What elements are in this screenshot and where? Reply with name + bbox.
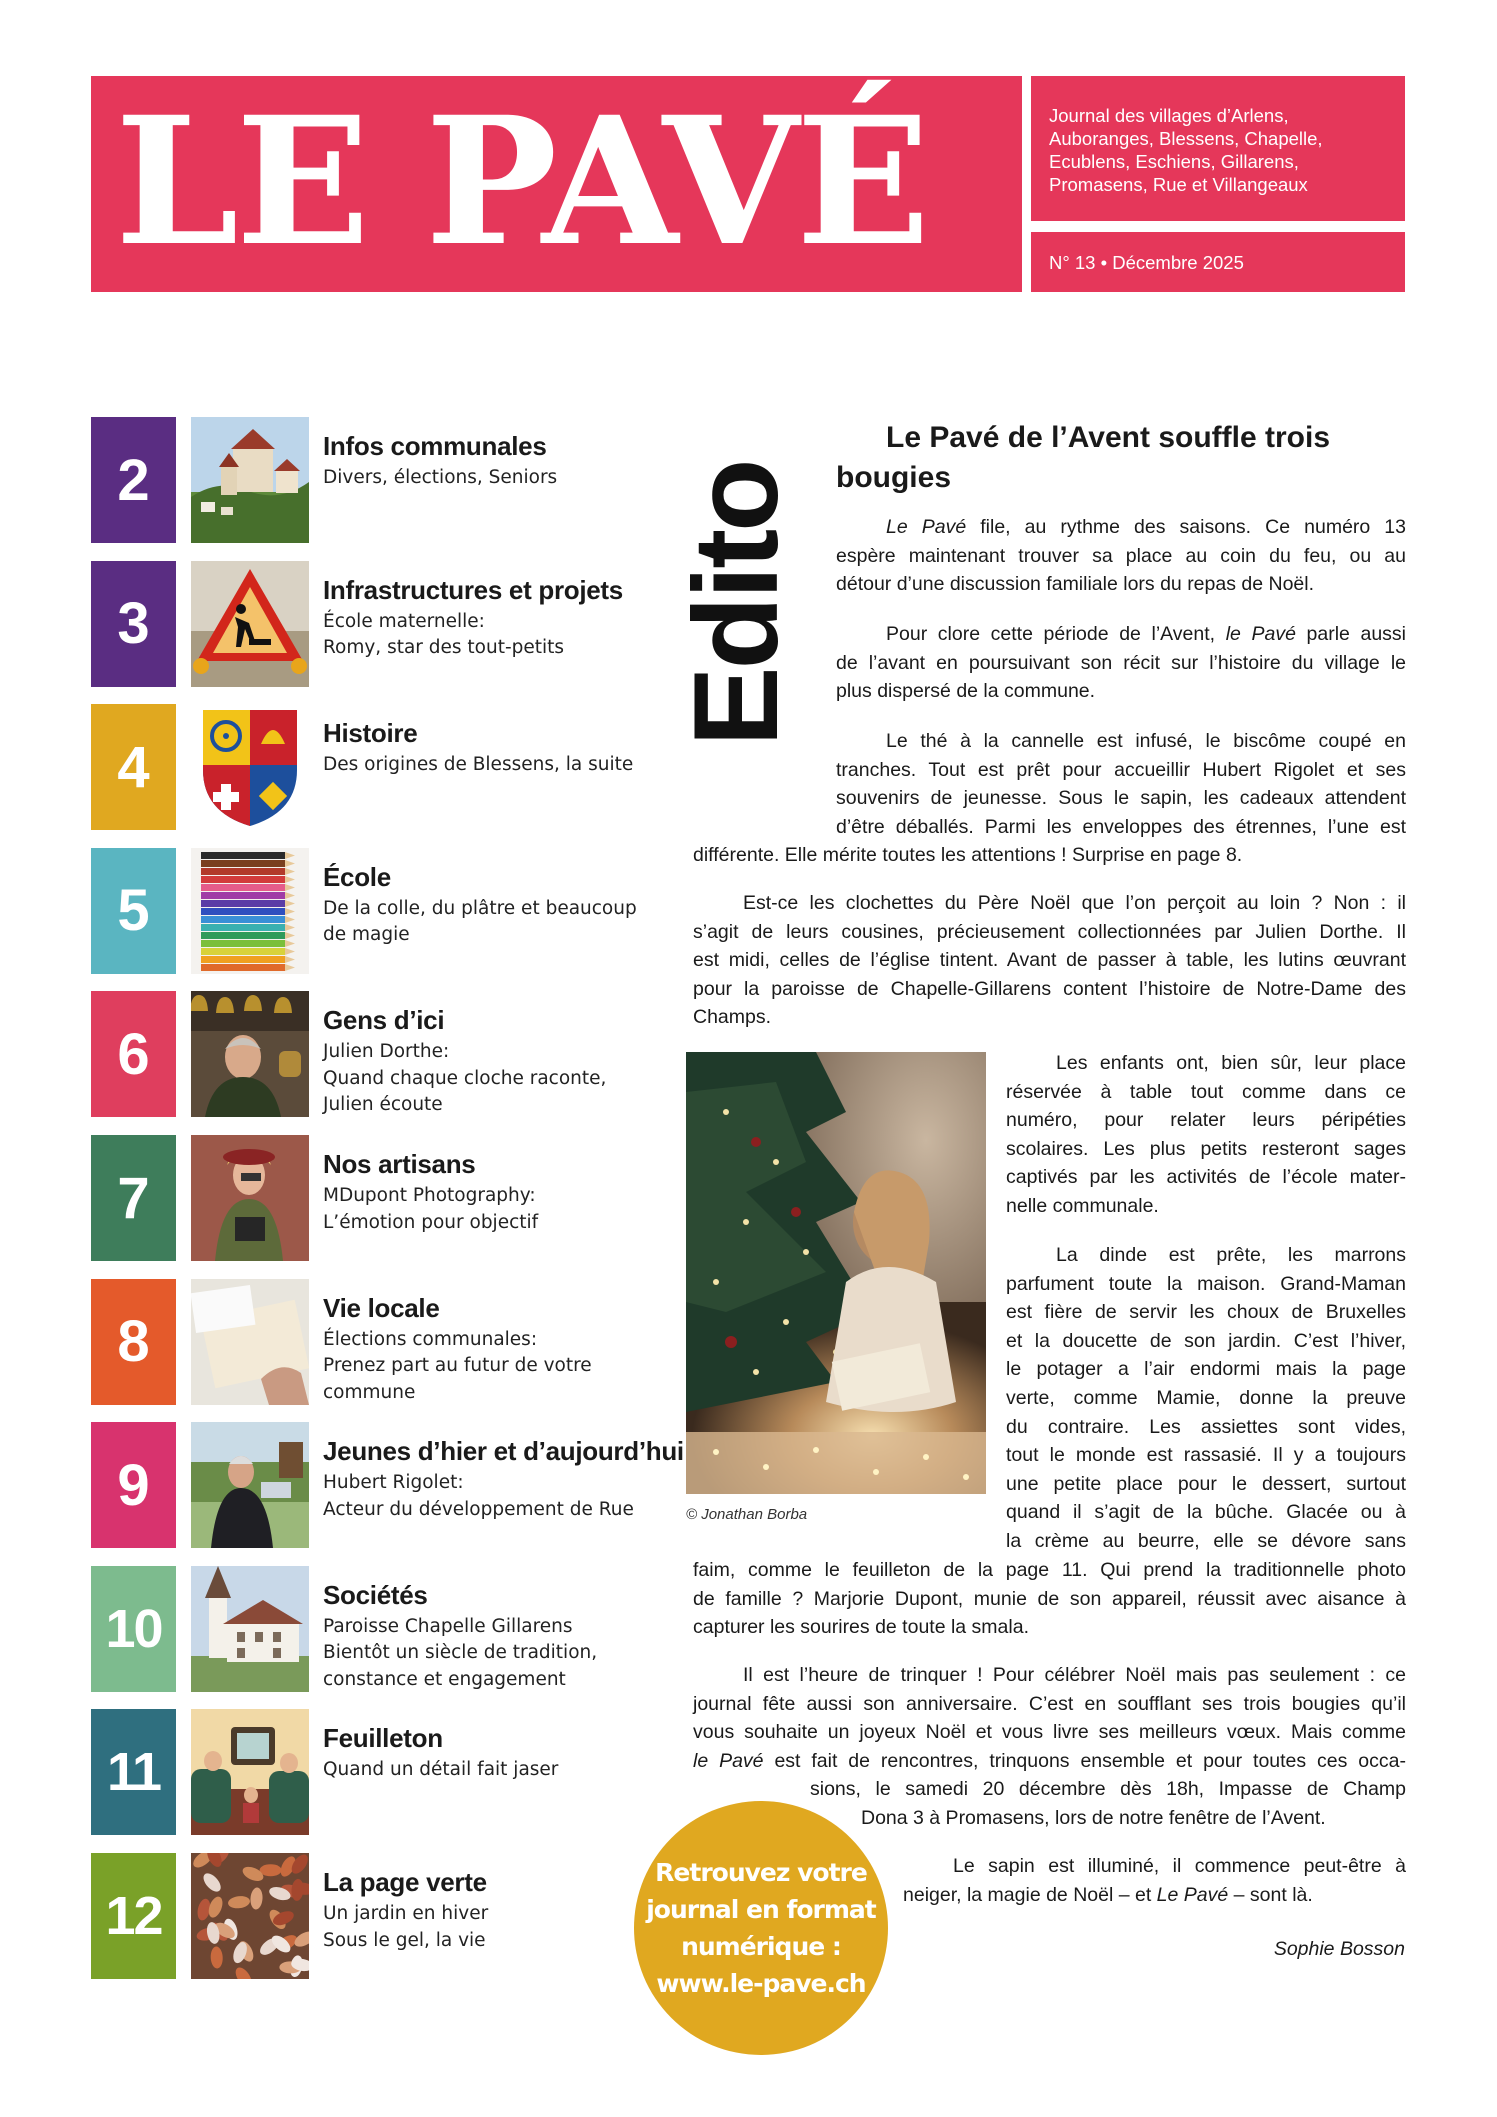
text-line: souvenirs de jeunesse. Sous le sapin, les cadeaux attendent xyxy=(836,787,1406,810)
text-line: espère maintenant trouver sa place au coin du feu, ou au xyxy=(836,544,1406,567)
toc-description-line: Acteur du développement de Rue xyxy=(323,1498,634,1520)
frozen-leaves-photo xyxy=(191,1853,309,1979)
text-line: Le Pavé file, au rythme des saisons. Ce numéro 13 xyxy=(886,516,1406,538)
text-line: de famille ? Marjorie Dupont, munie de son appareil, réussit avec aisance à xyxy=(693,1587,1406,1610)
toc-description-line: Bientôt un siècle de tradition, xyxy=(323,1642,598,1664)
edito-paragraph-6 xyxy=(1006,1241,1406,1556)
toc-item[interactable] xyxy=(91,848,661,974)
edito-title-line: Le Pavé de l’Avent souffle trois xyxy=(886,421,1331,454)
text-line: et la doucette de son jardin. C’est l’hiver, xyxy=(1006,1329,1406,1352)
promo-line: Retrouvez votre xyxy=(655,1858,867,1887)
edito-paragraph-2 xyxy=(836,620,1406,706)
colored-pencils-photo xyxy=(191,848,309,974)
text-line: plus dispersé de la commune. xyxy=(836,680,1096,703)
vintage-family-tv-illustration xyxy=(191,1709,309,1835)
toc-description-line: Romy, star des tout-petits xyxy=(323,637,565,659)
edito-label xyxy=(666,424,806,784)
edito-title-line: bougies xyxy=(836,461,952,494)
toc-item[interactable] xyxy=(91,1566,661,1692)
toc-item[interactable] xyxy=(91,561,661,687)
text-line: sions, le samedi 20 décembre dès 18h, Impasse de Champ xyxy=(810,1778,1406,1800)
promo-line: numérique : xyxy=(681,1932,841,1961)
toc-description-line: Julien écoute xyxy=(323,1094,443,1116)
text-line: parfument toute la maison. Grand-Maman xyxy=(1006,1272,1406,1295)
website-link[interactable]: www.le-pave.ch xyxy=(656,1969,866,1998)
photo-credit: © Jonathan Borba xyxy=(686,1506,808,1523)
page-number-badge: 12 xyxy=(91,1853,176,1979)
edito-title xyxy=(836,418,1406,498)
text-line: la crème au beurre, elle se dévore sans xyxy=(1006,1529,1406,1552)
toc-item[interactable] xyxy=(91,1279,661,1405)
page-number-badge: 4 xyxy=(91,704,176,830)
toc-title[interactable]: Histoire xyxy=(323,718,418,749)
edito-paragraph-5 xyxy=(1006,1049,1406,1221)
website-promo-badge[interactable] xyxy=(634,1801,888,2055)
text-line: différente. Elle mérite toutes les attentions ! Surprise en page 8. xyxy=(693,844,1243,866)
toc-title[interactable]: Jeunes d’hier et d’aujourd’hui xyxy=(323,1436,684,1467)
text-line: Champs. xyxy=(693,1006,772,1029)
subtitle-line: Promasens, Rue et Villangeaux xyxy=(1049,174,1308,195)
text-line: journal fête aussi son anniversaire. C’est en soufflant ses trois bougies qu’il xyxy=(693,1692,1406,1715)
text-line: de l’avant en poursuivant son récit sur l’histoire du village le xyxy=(836,651,1406,674)
page-number-badge: 11 xyxy=(91,1709,176,1835)
edito-paragraph-7 xyxy=(693,1661,1406,1775)
text-line: détour d’une discussion familiale lors du repas de Noël. xyxy=(836,573,1315,596)
toc-description-line: Élections communales: xyxy=(323,1328,538,1350)
issue-number: N° 13 • Décembre 2025 xyxy=(1049,252,1244,273)
toc-description xyxy=(323,896,663,949)
toc-title[interactable]: Nos artisans xyxy=(323,1149,476,1179)
toc-item[interactable] xyxy=(91,417,661,543)
text-line: Est-ce les clochettes du Père Noël que l’on perçoit au loin ? Non : il xyxy=(743,892,1406,914)
text-line: réservée à table tout comme dans ce xyxy=(1006,1080,1406,1103)
text-line: Le thé à la cannelle est infusé, le biscôme coupé en xyxy=(886,730,1406,752)
text-line: nelle communale. xyxy=(1006,1194,1159,1217)
coat-of-arms xyxy=(191,704,309,830)
toc-description-line: Prenez part au futur de votre xyxy=(323,1355,592,1377)
toc-title[interactable]: Infrastructures et projets xyxy=(323,574,623,605)
toc-description-line: constance et engagement xyxy=(323,1668,566,1690)
page-number-badge: 7 xyxy=(91,1135,176,1261)
edito-paragraph-6-end xyxy=(693,1556,1406,1642)
man-bells-photo xyxy=(191,991,309,1117)
toc-description xyxy=(323,1327,663,1407)
edito-paragraph-7-wrap xyxy=(810,1775,1406,1804)
toc-description xyxy=(323,1039,663,1119)
edito-paragraph-1 xyxy=(836,513,1406,599)
text-line: tranches. Tout est prêt pour accueillir Hubert Rigolet et ses xyxy=(836,758,1406,781)
masthead-banner xyxy=(91,76,1022,292)
text-line: pour la paroisse de Chapelle-Gillarens content l’histoire de Notre-Dame des xyxy=(693,977,1406,1000)
subtitle-line: Ecublens, Eschiens, Gillarens, xyxy=(1049,151,1299,172)
toc-description-line: commune xyxy=(323,1381,416,1403)
text-line: le potager a l’air endormi mais la page xyxy=(1006,1358,1406,1381)
toc-description-line: Hubert Rigolet: xyxy=(323,1472,464,1494)
toc-description-line: De la colle, du plâtre et beaucoup xyxy=(323,897,637,919)
castle-photo xyxy=(191,417,309,543)
edito-paragraph-3 xyxy=(836,727,1406,841)
text-line: tout le monde est rassasié. Il y a toujours xyxy=(1006,1444,1406,1467)
toc-item[interactable] xyxy=(91,1853,661,1979)
toc-title[interactable]: Vie locale xyxy=(323,1292,440,1323)
text-line: capturer les sourires de toute la smala. xyxy=(693,1616,1029,1639)
text-line: le Pavé est fait de rencontres, trinquons ensemble et pour toutes ces occa- xyxy=(693,1749,1406,1772)
text-line: La dinde est prête, les marrons xyxy=(1056,1244,1406,1266)
page-number-badge: 10 xyxy=(91,1566,176,1692)
text-line: Il est l’heure de trinquer ! Pour célébrer Noël mais pas seulement : ce xyxy=(743,1664,1406,1686)
toc-description xyxy=(323,465,663,492)
edito-paragraph-4 xyxy=(693,889,1406,1032)
toc-description xyxy=(323,1614,663,1694)
text-line: est midi, celles de l’église tintent. Avant de passer à table, les lutins œuvrant xyxy=(693,949,1406,972)
toc-description-line: Sous le gel, la vie xyxy=(323,1929,486,1951)
toc-description-line: de magie xyxy=(323,924,410,946)
text-line: verte, comme Mamie, donne la preuve xyxy=(1006,1386,1406,1409)
child-christmas-tree-photo xyxy=(686,1052,986,1494)
text-line: faim, comme le feuilleton de la page 11. Qui prend la traditionnelle photo xyxy=(693,1559,1406,1581)
text-line: quand il s’agit de la bûche. Glacée ou à xyxy=(1006,1501,1406,1524)
toc-description xyxy=(323,609,663,662)
toc-title[interactable]: Sociétés xyxy=(323,1579,428,1610)
toc-item[interactable] xyxy=(91,1709,661,1835)
toc-description xyxy=(323,1757,663,1784)
toc-title[interactable]: Infos communales xyxy=(323,431,547,461)
toc-description xyxy=(323,1901,663,1954)
subtitle-line: Auboranges, Blessens, Chapelle, xyxy=(1049,128,1323,149)
toc-item[interactable] xyxy=(91,704,661,830)
toc-description-line: Des origines de Blessens, la suite xyxy=(323,754,634,776)
toc-description-line: Paroisse Chapelle Gillarens xyxy=(323,1615,573,1637)
toc-title[interactable]: Feuilleton xyxy=(323,1723,443,1754)
toc-description-line: MDupont Photography: xyxy=(323,1185,536,1206)
toc-description-line: Julien Dorthe: xyxy=(323,1041,450,1063)
toc-description xyxy=(323,1470,663,1523)
edito-label-text: Edito xyxy=(669,461,803,747)
subtitle-line: Journal des villages d’Arlens, xyxy=(1049,105,1289,126)
edito-paragraph-7-end xyxy=(861,1804,1406,1833)
text-line: est fière de servir les choux de Bruxelles xyxy=(1006,1301,1406,1324)
photographer-photo xyxy=(191,1135,309,1261)
toc-item[interactable] xyxy=(91,991,661,1117)
text-line: Pour clore cette période de l’Avent, le Pavé parle aussi xyxy=(886,623,1407,645)
page-number-badge: 3 xyxy=(91,561,176,687)
toc-title[interactable]: La page verte xyxy=(323,1867,487,1897)
toc-description-line: L’émotion pour objectif xyxy=(323,1211,539,1233)
toc-item[interactable] xyxy=(91,1135,661,1261)
promo-line: journal en format xyxy=(646,1895,876,1924)
toc-description xyxy=(323,1183,663,1236)
text-line: Le sapin est illuminé, il commence peut-être à xyxy=(953,1855,1406,1877)
toc-title[interactable]: Gens d’ici xyxy=(323,1005,445,1036)
page-number-badge: 8 xyxy=(91,1279,176,1405)
toc-description-line: Divers, élections, Seniors xyxy=(323,467,558,488)
text-line: scolaires. Les plus petits resteront sages xyxy=(1006,1137,1406,1160)
text-line: vous souhaite un joyeux Noël et vous livre ses meilleurs vœux. Mais comme xyxy=(693,1721,1406,1744)
author-signature: Sophie Bosson xyxy=(1273,1938,1405,1960)
text-line: Dona 3 à Promasens, lors de notre fenêtre de l’Avent. xyxy=(861,1807,1326,1829)
page-number-badge: 6 xyxy=(91,991,176,1117)
masthead-subtitle xyxy=(1031,76,1405,221)
toc-description-line: Un jardin en hiver xyxy=(323,1903,489,1924)
toc-description xyxy=(323,752,663,779)
page-number-badge: 9 xyxy=(91,1422,176,1548)
man-garden-photo xyxy=(191,1422,309,1548)
envelope-photo xyxy=(191,1279,309,1405)
toc-description-line: École maternelle: xyxy=(323,610,485,632)
toc-title[interactable]: École xyxy=(323,861,391,892)
edito-paragraph-8 xyxy=(903,1852,1406,1909)
page-number-badge: 5 xyxy=(91,848,176,974)
roadwork-sign-photo xyxy=(191,561,309,687)
masthead-title: LE PAVÉ xyxy=(115,78,928,285)
text-line: captivés par les activités de l’école mater- xyxy=(1006,1166,1406,1189)
issue-box xyxy=(1031,232,1405,292)
toc-item[interactable] xyxy=(91,1422,684,1548)
text-line: numéro, pour relater leurs péripéties xyxy=(1006,1109,1406,1132)
page-number-badge: 2 xyxy=(91,417,176,543)
text-line: s’agit de leurs cousines, précieusement collectionnées par Julien Dorthe. Il xyxy=(693,920,1406,943)
text-line: du contraire. Les assiettes sont vides, xyxy=(1006,1415,1406,1438)
toc-description-line: Quand chaque cloche raconte, xyxy=(323,1067,607,1089)
text-line: neiger, la magie de Noël – et Le Pavé – sont là. xyxy=(903,1883,1313,1906)
text-line: Les enfants ont, bien sûr, leur place xyxy=(1056,1052,1406,1074)
text-line: d’être déballés. Parmi les enveloppes des étrennes, l’une est xyxy=(836,815,1406,838)
church-photo xyxy=(191,1566,309,1692)
edito-paragraph-3-end xyxy=(693,841,1406,870)
text-line: une petite place pour le dessert, surtout xyxy=(1006,1472,1406,1495)
toc-description-line: Quand un détail fait jaser xyxy=(323,1759,559,1781)
